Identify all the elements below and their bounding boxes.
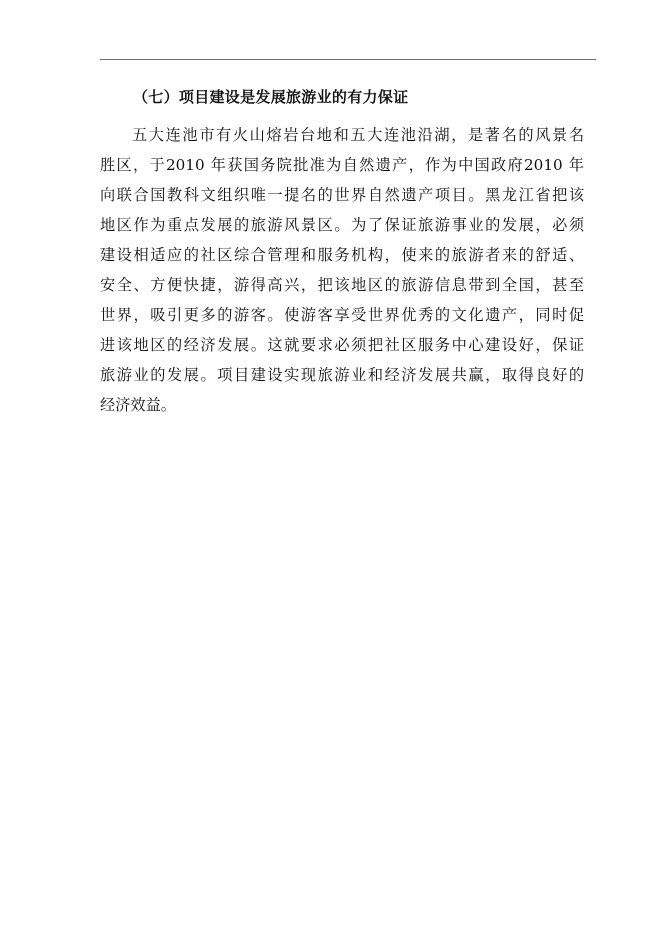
paragraph-line: 建设相适应的社区综合管理和服务机构，使来的旅游者来的舒适、 [100,246,584,264]
paragraph-line: 经济效益。 [100,396,176,414]
section-heading: （七）项目建设是发展旅游业的有力保证 [133,88,409,106]
paragraph-line: 五大连池市有火山熔岩台地和五大连池沿湖，是著名的风景名 [132,126,584,144]
paragraph-line: 进该地区的经济发展。这就要求必须把社区服务中心建设好，保证 [100,336,584,354]
paragraph-line: 胜区，于2010 年获国务院批准为自然遗产，作为中国政府2010 年 [100,156,584,174]
paragraph-line: 向联合国教科文组织唯一提名的世界自然遗产项目。黑龙江省把该 [100,186,584,204]
header-rule [100,59,596,60]
paragraph-line: 安全、方便快捷，游得高兴，把该地区的旅游信息带到全国，甚至 [100,276,584,294]
paragraph-line: 地区作为重点发展的旅游风景区。为了保证旅游事业的发展，必须 [100,216,584,234]
body-paragraph [100,120,584,420]
paragraph-line: 世界，吸引更多的游客。使游客享受世界优秀的文化遗产，同时促 [100,306,584,324]
paragraph-line: 旅游业的发展。项目建设实现旅游业和经济发展共赢，取得良好的 [100,366,584,384]
